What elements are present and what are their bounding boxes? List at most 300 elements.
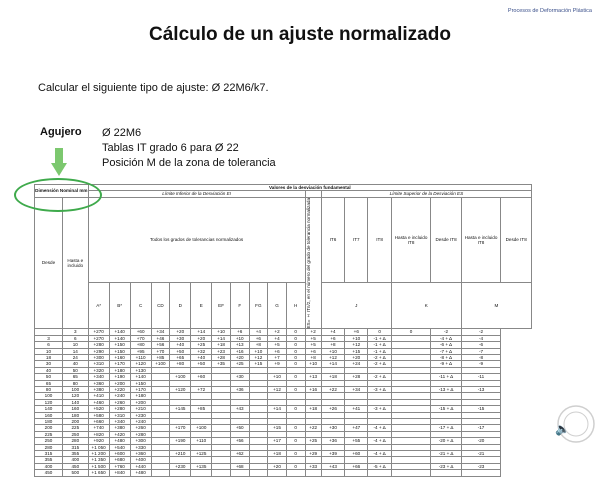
table-cell: -1 + Δ [368, 348, 391, 354]
table-cell: +85 [191, 406, 212, 412]
table-cell: +270 [88, 329, 109, 335]
table-cell: 500 [62, 470, 88, 476]
table-cell [286, 470, 305, 476]
table-cell: +14 [191, 329, 212, 335]
table-cell: 140 [35, 406, 63, 412]
table-cell: +5 [305, 335, 321, 341]
table-cell [368, 470, 391, 476]
table-cell: +240 [109, 393, 130, 399]
table-cell: +40 [170, 342, 191, 348]
table-cell: 10 [62, 342, 88, 348]
table-cell: -6 [461, 342, 501, 348]
exercise-statement: Calcular el siguiente tipo de ajuste: Ø 22M6/k7. [38, 82, 269, 94]
table-cell: 280 [35, 444, 63, 450]
desde-it8-header-m: Desde IT8 [501, 197, 532, 282]
table-cell: +34 [345, 386, 368, 392]
table-cell: -17 + Δ [431, 425, 461, 431]
table-cell: +10 [345, 335, 368, 341]
agujero-label: Agujero [40, 126, 82, 138]
table-cell: +18 [321, 374, 344, 380]
table-cell: +180 [109, 367, 130, 373]
table-cell: +110 [130, 354, 151, 360]
table-cell: 0 [286, 438, 305, 444]
table-cell: +30 [170, 335, 191, 341]
table-cell: +110 [191, 438, 212, 444]
table-cell: +120 [170, 386, 191, 392]
agujero-line: Posición M de la zona de tolerancia [102, 157, 276, 169]
table-cell: +4 [268, 335, 287, 341]
table-cell: +56 [151, 342, 170, 348]
table-cell: +14 [212, 335, 231, 341]
table-cell: +95 [130, 348, 151, 354]
table-cell [305, 470, 321, 476]
table-cell: 0 [286, 425, 305, 431]
it8-header: IT8 [368, 197, 391, 282]
table-cell: +220 [109, 386, 130, 392]
table-cell: 0 [286, 361, 305, 367]
table-cell: -7 + Δ [431, 348, 461, 354]
table-cell: +340 [88, 374, 109, 380]
table-cell: -2 [461, 329, 501, 335]
table-cell: +6 [345, 329, 368, 335]
table-cell: +36 [230, 386, 249, 392]
table-cell: +25 [191, 342, 212, 348]
table-cell: +10 [305, 361, 321, 367]
table-cell: 400 [62, 457, 88, 463]
col-letter: B* [109, 283, 130, 329]
table-cell: +80 [170, 361, 191, 367]
table-cell: +120 [130, 361, 151, 367]
table-cell: 40 [35, 367, 63, 373]
table-cell: +15 [249, 361, 268, 367]
table-cell: +1 050 [88, 444, 109, 450]
table-cell: 0 [286, 374, 305, 380]
table-cell: +260 [130, 425, 151, 431]
table-cell: +6 [268, 348, 287, 354]
table-cell: +72 [191, 386, 212, 392]
table-cell: +125 [191, 451, 212, 457]
table-cell: +70 [151, 348, 170, 354]
table-cell: -4 + Δ [368, 425, 391, 431]
table-cell [391, 470, 431, 476]
table-cell: 400 [35, 463, 63, 469]
table-cell: +20 [268, 463, 287, 469]
table-cell: 250 [62, 431, 88, 437]
table-cell: -4 + Δ [368, 438, 391, 444]
table-cell: +150 [130, 380, 151, 386]
table-cell: +50 [191, 361, 212, 367]
table-cell: 160 [62, 406, 88, 412]
table-cell: 50 [35, 374, 63, 380]
table-cell: +4 [321, 329, 344, 335]
table-cell: 315 [62, 444, 88, 450]
table-cell: -9 [461, 361, 501, 367]
arrow-down-icon [51, 148, 67, 176]
table-cell: +30 [321, 425, 344, 431]
lim-inf-header: Límite Inferior de la Desviación EI [88, 191, 305, 197]
table-cell: +100 [170, 374, 191, 380]
col-letter: G [268, 283, 287, 329]
table-cell: 30 [35, 361, 63, 367]
table-cell: +65 [170, 354, 191, 360]
table-cell: +410 [88, 393, 109, 399]
table-cell: 315 [35, 451, 63, 457]
table-cell: +150 [109, 348, 130, 354]
table-cell: +7 [268, 354, 287, 360]
table-cell: +100 [151, 361, 170, 367]
table-cell: +60 [191, 374, 212, 380]
table-cell: +80 [130, 342, 151, 348]
table-cell: +18 [305, 406, 321, 412]
table-cell: +29 [305, 451, 321, 457]
table-cell: +140 [109, 335, 130, 341]
table-cell: +15 [268, 425, 287, 431]
table-cell: 225 [62, 425, 88, 431]
table-cell: +1 200 [88, 451, 109, 457]
table-cell: +56 [230, 438, 249, 444]
table-cell: +12 [321, 354, 344, 360]
table-cell: +60 [130, 329, 151, 335]
table-cell [321, 470, 344, 476]
table-cell: +740 [88, 425, 109, 431]
table-cell: -4 + Δ [431, 335, 461, 341]
table-cell: +660 [88, 419, 109, 425]
todos-header: Todos los grados de tolerancias normalizados [88, 197, 305, 282]
table-cell: +210 [170, 451, 191, 457]
table-cell: 0 [286, 342, 305, 348]
table-cell [212, 470, 231, 476]
table-cell: +2 [268, 329, 287, 335]
it6-header: IT6 [321, 197, 344, 282]
table-cell: +15 [345, 348, 368, 354]
table-cell: +540 [109, 444, 130, 450]
table-cell: +20 [230, 354, 249, 360]
table-cell: 0 [286, 451, 305, 457]
table-cell: 14 [62, 348, 88, 354]
table-cell: -3 + Δ [368, 406, 391, 412]
col-letter: A* [88, 283, 109, 329]
table-cell: -20 [461, 438, 501, 444]
table-cell: -3 + Δ [368, 386, 391, 392]
table-cell: +5 [268, 342, 287, 348]
table-cell: +310 [88, 361, 109, 367]
table-cell: 6 [35, 342, 63, 348]
table-cell: +43 [321, 463, 344, 469]
table-cell: +24 [345, 361, 368, 367]
table-cell: 180 [62, 412, 88, 418]
table-cell: 120 [35, 399, 63, 405]
table-cell: 0 [286, 463, 305, 469]
table-cell: +580 [88, 412, 109, 418]
table-cell: 120 [62, 393, 88, 399]
table-cell: 50 [62, 367, 88, 373]
table-cell: +16 [230, 348, 249, 354]
table-cell: +360 [130, 451, 151, 457]
table-cell: 355 [35, 457, 63, 463]
table-cell: +25 [230, 361, 249, 367]
table-cell: +33 [305, 463, 321, 469]
table-cell: 180 [35, 419, 63, 425]
table-cell: +8 [249, 342, 268, 348]
table-cell: 0 [286, 348, 305, 354]
table-cell: 18 [35, 354, 63, 360]
table-cell [345, 470, 368, 476]
table-cell: +9 [268, 361, 287, 367]
table-cell: -4 + Δ [368, 451, 391, 457]
hasta-it8-header: Hasta e incluido IT8 [391, 197, 431, 282]
table-cell: +28 [212, 354, 231, 360]
table-cell: 200 [35, 425, 63, 431]
table-cell: -21 + Δ [431, 451, 461, 457]
header-note: Procesos de Deformación Plástica [507, 8, 592, 14]
table-cell: -2 + Δ [368, 354, 391, 360]
table-cell: +760 [109, 463, 130, 469]
table-cell: -7 [461, 348, 501, 354]
table-cell: -8 + Δ [431, 354, 461, 360]
table-cell: -2 + Δ [368, 374, 391, 380]
table-cell: +10 [321, 348, 344, 354]
table-cell [151, 470, 170, 476]
table-cell: 100 [62, 386, 88, 392]
desde-header: Desde [35, 197, 63, 329]
table-top-title: Valores de la desviación fundamental [88, 185, 531, 191]
table-cell: +1 650 [88, 470, 109, 476]
table-cell [230, 470, 249, 476]
table-cell: +12 [345, 342, 368, 348]
table-cell: +36 [321, 438, 344, 444]
table-cell: +6 [249, 335, 268, 341]
table-cell: +34 [151, 329, 170, 335]
table-cell: +16 [305, 386, 321, 392]
table-cell: 0 [286, 406, 305, 412]
table-cell: +170 [170, 425, 191, 431]
col-letter: CD [151, 283, 170, 329]
table-cell: +130 [130, 367, 151, 373]
table-cell: +240 [130, 419, 151, 425]
table-cell: 250 [35, 438, 63, 444]
table-cell: +140 [130, 374, 151, 380]
table-cell: -23 [461, 463, 501, 469]
agujero-details [102, 126, 276, 171]
table-cell: 65 [62, 374, 88, 380]
table-cell: +10 [230, 335, 249, 341]
table-cell: +360 [88, 380, 109, 386]
table-cell: +460 [88, 399, 109, 405]
col-letter: EF [212, 283, 231, 329]
col-letter-j: J [321, 283, 391, 329]
table-cell: +440 [130, 463, 151, 469]
table-cell: +300 [88, 354, 109, 360]
table-cell: 0 [286, 335, 305, 341]
hasta-header: Hasta e incluido [62, 197, 88, 329]
table-cell: +520 [88, 406, 109, 412]
table-cell: +400 [130, 457, 151, 463]
table-cell: +17 [268, 438, 287, 444]
table-cell: 0 [286, 329, 305, 335]
table-cell: +380 [88, 386, 109, 392]
table-cell: -2 + Δ [368, 361, 391, 367]
table-cell: +200 [109, 380, 130, 386]
table-row [35, 470, 532, 476]
table-cell: +10 [212, 329, 231, 335]
table-cell: +46 [151, 335, 170, 341]
dim-header: Dimensión Nominal mm [35, 185, 89, 198]
table-cell: -13 [461, 386, 501, 392]
table-cell: +180 [130, 393, 151, 399]
table-cell: +6 [305, 348, 321, 354]
col-letter: FG [249, 283, 268, 329]
table-cell [461, 470, 501, 476]
table-cell: +12 [249, 354, 268, 360]
table-cell [268, 470, 287, 476]
table-cell: +290 [88, 348, 109, 354]
table-cell: +13 [305, 374, 321, 380]
table-cell: +39 [321, 451, 344, 457]
table-cell: -9 + Δ [431, 361, 461, 367]
table-cell: 3 [35, 335, 63, 341]
table-cell: 80 [35, 386, 63, 392]
table-cell: +22 [321, 386, 344, 392]
slide-title: Cálculo de un ajuste normalizado [149, 24, 451, 45]
table-cell: 450 [35, 470, 63, 476]
table-cell: +230 [130, 412, 151, 418]
table-cell: 0 [286, 386, 305, 392]
table-cell: -4 [461, 335, 501, 341]
table-cell: +66 [345, 463, 368, 469]
table-cell: +420 [109, 431, 130, 437]
table-cell: +12 [268, 386, 287, 392]
table-cell: +35 [212, 361, 231, 367]
table-cell: 225 [35, 431, 63, 437]
col-letter: E [191, 283, 212, 329]
table-cell: -2 [431, 329, 461, 335]
table-cell: +380 [109, 425, 130, 431]
col-letter: F [230, 283, 249, 329]
table-cell: +840 [109, 470, 130, 476]
table-cell: +55 [345, 438, 368, 444]
table-cell: 355 [62, 451, 88, 457]
table-cell: +320 [88, 367, 109, 373]
table-cell: -23 + Δ [431, 463, 461, 469]
table-cell: +480 [109, 438, 130, 444]
table-cell: +10 [249, 348, 268, 354]
table-cell: 0 [286, 354, 305, 360]
table-cell: +820 [88, 431, 109, 437]
table-cell: 3 [62, 329, 88, 335]
col-letter-m: M [461, 283, 531, 329]
table-cell: +85 [151, 354, 170, 360]
table-cell: 40 [62, 361, 88, 367]
table-cell: 65 [35, 380, 63, 386]
table-cell: +25 [305, 438, 321, 444]
table-cell: +2 [305, 329, 321, 335]
table-cell: +14 [321, 361, 344, 367]
table-cell: +280 [109, 406, 130, 412]
table-cell: 200 [62, 419, 88, 425]
table-cell: +300 [130, 438, 151, 444]
hasta-it8-header-m: Hasta e incluido IT8 [461, 197, 501, 282]
js-note: ES= ± ITn/2, en el número del grado de tolerancia normalizada [305, 197, 311, 329]
table-cell: +600 [109, 451, 130, 457]
table-cell: +140 [109, 329, 130, 335]
table-cell: +1 350 [88, 457, 109, 463]
table-cell: +8 [305, 354, 321, 360]
table-cell [191, 470, 212, 476]
table-cell: -15 + Δ [431, 406, 461, 412]
table-cell: -5 + Δ [368, 463, 391, 469]
table-cell: 80 [62, 380, 88, 386]
table-cell: +13 [230, 342, 249, 348]
table-cell: -17 [461, 425, 501, 431]
table-cell: +190 [109, 374, 130, 380]
table-cell [249, 470, 268, 476]
table-cell: +62 [230, 451, 249, 457]
table-cell: 160 [35, 412, 63, 418]
table-cell: +480 [130, 470, 151, 476]
agujero-line: Tablas IT grado 6 para Ø 22 [102, 142, 239, 154]
table-cell: +330 [130, 444, 151, 450]
table-cell: -20 + Δ [431, 438, 461, 444]
table-cell: +18 [268, 451, 287, 457]
table-cell: 0 [368, 329, 391, 335]
table-cell: +280 [88, 342, 109, 348]
table-cell: +30 [230, 374, 249, 380]
it7-header: IT7 [345, 197, 368, 282]
table-cell: +50 [230, 425, 249, 431]
table-cell: -13 + Δ [431, 386, 461, 392]
table-cell: +260 [109, 399, 130, 405]
table-cell: +4 [249, 329, 268, 335]
table-cell: +150 [109, 342, 130, 348]
table-cell: +200 [130, 399, 151, 405]
table-cell: +14 [268, 406, 287, 412]
table-cell: +170 [109, 361, 130, 367]
table-cell: -21 [461, 451, 501, 457]
table-cell: +8 [321, 342, 344, 348]
col-letter-k: K [391, 283, 461, 329]
table-cell: +10 [268, 374, 287, 380]
table-cell: +40 [191, 354, 212, 360]
speaker-icon[interactable]: 🔈 [555, 422, 570, 436]
table-cell: +60 [345, 451, 368, 457]
col-letter: C [130, 283, 151, 329]
table-cell: -11 [461, 374, 501, 380]
table-cell: 10 [35, 348, 63, 354]
table-cell: +6 [230, 329, 249, 335]
table-cell: -1 + Δ [368, 335, 391, 341]
table-cell: +20 [345, 354, 368, 360]
table-cell: 140 [62, 399, 88, 405]
table-cell: +680 [109, 457, 130, 463]
table-cell: +280 [130, 431, 151, 437]
table-cell: +145 [170, 406, 191, 412]
table-cell: +270 [88, 335, 109, 341]
table-cell: +20 [170, 329, 191, 335]
table-cell: +68 [230, 463, 249, 469]
table-cell: -15 [461, 406, 501, 412]
table-cell: +70 [130, 335, 151, 341]
table-cell: 280 [62, 438, 88, 444]
table-cell: +47 [345, 425, 368, 431]
table-cell: +190 [170, 438, 191, 444]
table-cell: +230 [170, 463, 191, 469]
table-cell: +41 [345, 406, 368, 412]
table-cell: +135 [191, 463, 212, 469]
table-cell [431, 470, 461, 476]
table-cell: +28 [345, 374, 368, 380]
table-cell: +340 [109, 419, 130, 425]
table-cell: -1 + Δ [368, 342, 391, 348]
